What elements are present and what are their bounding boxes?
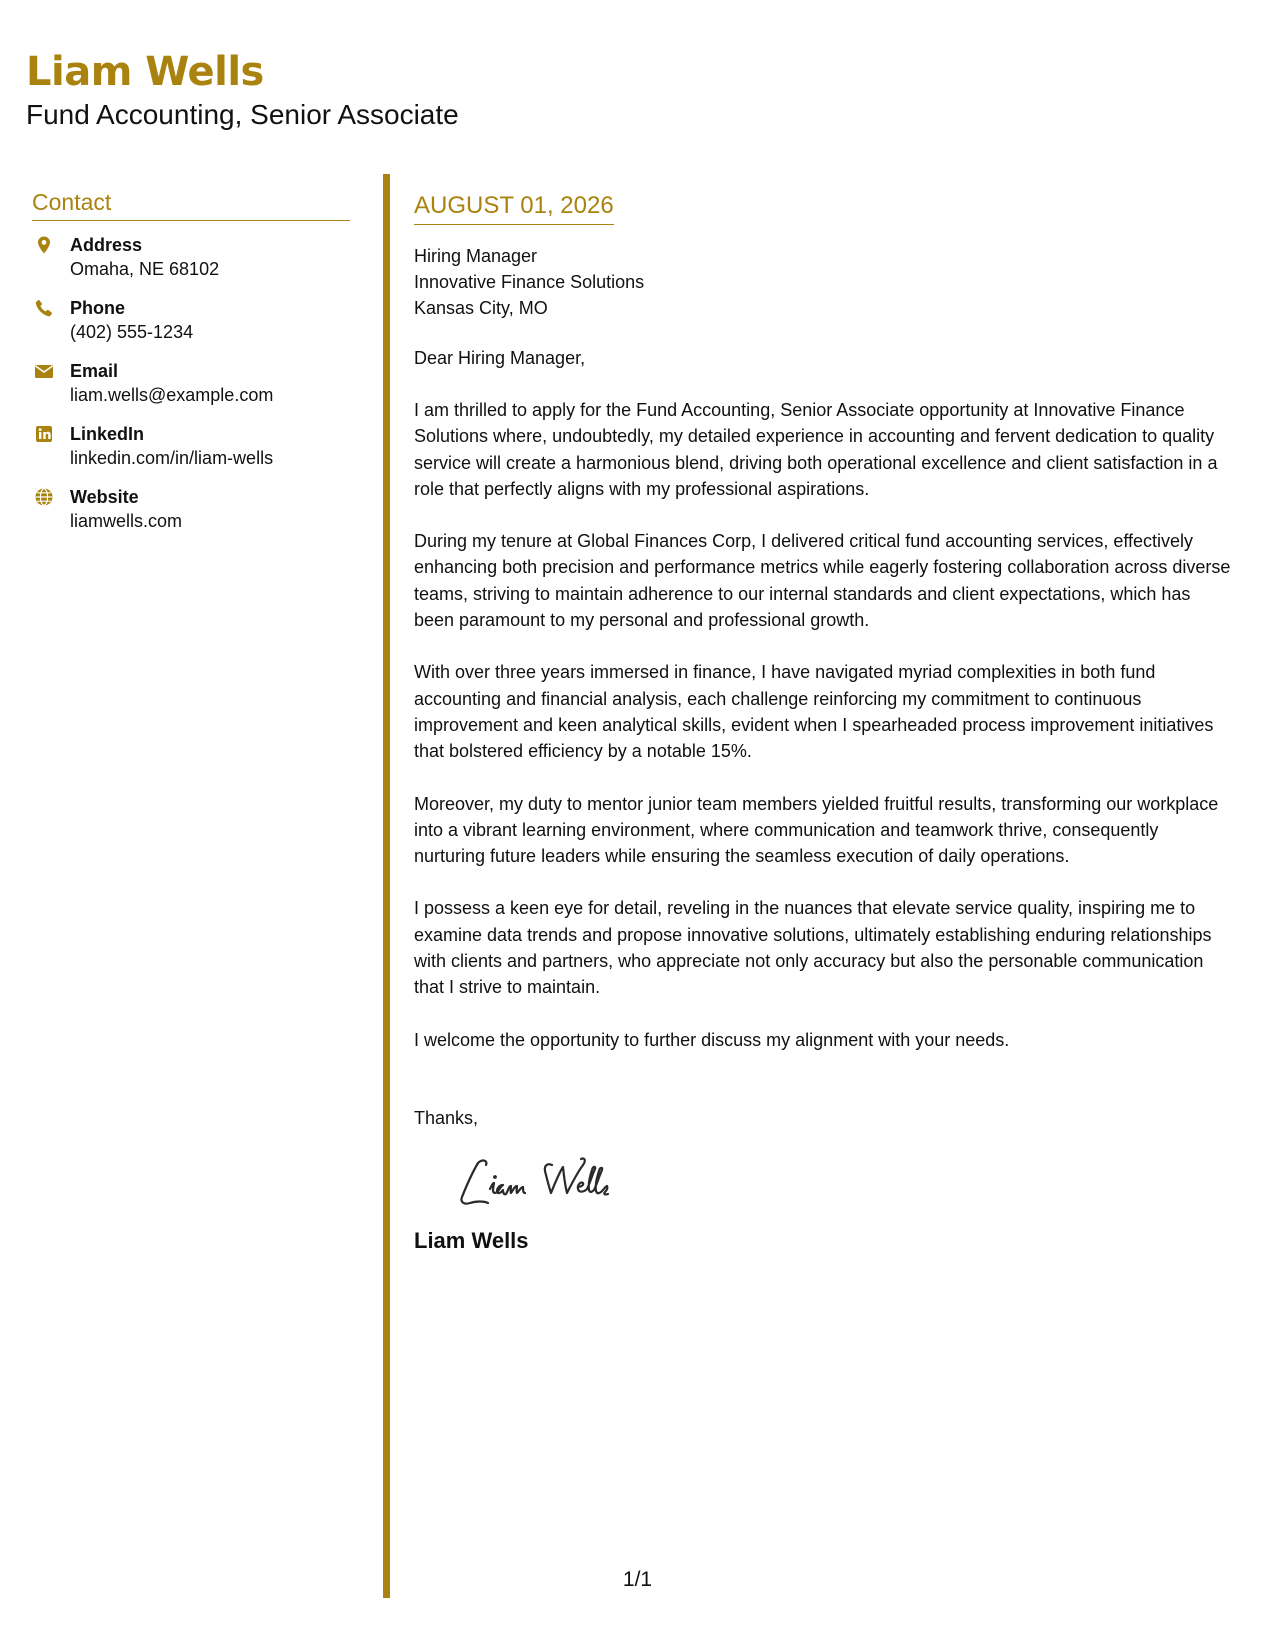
contact-label: Email <box>70 361 119 381</box>
letter-paragraph: Moreover, my duty to mentor junior team members yielded fruitful results, transforming our workplace into a vibrant learning environment, where communication and teamwork thrive, consequently nurturing future leaders while ensuring the seamless execution of daily operations. <box>414 793 1219 867</box>
greeting: Dear Hiring Manager, <box>414 348 586 368</box>
signer-name: Liam Wells <box>414 1227 529 1253</box>
map-pin-icon <box>34 235 54 255</box>
handwritten-signature <box>450 1149 690 1213</box>
recipient-block <box>414 243 1234 321</box>
contact-value: liamwells.com <box>70 511 183 531</box>
contact-item-address <box>32 233 350 296</box>
contact-label: Website <box>70 487 139 507</box>
letter-paragraph: During my tenure at Global Finances Corp, I delivered critical fund accounting services, effectively enhancing both precision and performance metrics while eagerly fostering collaboration across diverse teams, striving to maintain adherence to our internal standards and client expectations, which has been paramount to my personal and professional growth. <box>414 531 1231 631</box>
applicant-title: Fund Accounting, Senior Associate <box>26 99 459 130</box>
recipient-line: Innovative Finance Solutions <box>414 272 645 292</box>
contact-item-phone <box>32 296 350 359</box>
letter-paragraph: I welcome the opportunity to further discuss my alignment with your needs. <box>414 1029 1010 1050</box>
contact-label: Phone <box>70 298 126 318</box>
contact-item-email <box>32 359 350 422</box>
contact-heading: Contact <box>32 187 350 221</box>
contact-value: liam.wells@example.com <box>70 385 274 405</box>
globe-icon <box>34 487 54 507</box>
contact-value: Omaha, NE 68102 <box>70 259 220 279</box>
letter-paragraph: I possess a keen eye for detail, reveling in the nuances that elevate service quality, inspiring me to examine data trends and propose innovative solutions, ultimately establishing enduring relationships with clients and partners, who appreciate not only accuracy but also the personable communication that I strive to maintain. <box>414 898 1212 998</box>
contact-sidebar <box>32 187 350 548</box>
contact-value: (402) 555-1234 <box>70 322 194 342</box>
applicant-name: Liam Wells <box>26 49 264 95</box>
page-header <box>26 48 459 132</box>
letter-date: AUGUST 01, 2026 <box>414 190 614 225</box>
contact-value: linkedin.com/in/liam-wells <box>70 448 274 468</box>
contact-item-linkedin <box>32 422 350 485</box>
contact-label: LinkedIn <box>70 424 145 444</box>
recipient-line: Hiring Manager <box>414 246 538 266</box>
cover-letter <box>414 190 1234 1255</box>
closing: Thanks, <box>414 1107 479 1128</box>
letter-paragraph: With over three years immersed in finance, I have navigated myriad complexities in both fund accounting and financial analysis, each challenge reinforcing my commitment to continuous improvement and keen analytical skills, evident when I spearheaded process improvement initiatives that bolstered efficiency by a notable 15%. <box>414 662 1214 762</box>
linkedin-icon <box>34 424 54 444</box>
contact-label: Address <box>70 235 143 255</box>
column-divider <box>383 174 390 1598</box>
contact-list <box>32 233 350 548</box>
contact-item-website <box>32 485 350 548</box>
envelope-icon <box>34 361 54 381</box>
phone-icon <box>34 298 54 318</box>
recipient-line: Kansas City, MO <box>414 298 548 318</box>
letter-paragraph: I am thrilled to apply for the Fund Accounting, Senior Associate opportunity at Innovative Finance Solutions where, undoubtedly, my detailed experience in accounting and fervent dedication to quality service will create a harmonious blend, driving both operational excellence and client satisfaction in a role that perfectly aligns with my professional aspirations. <box>414 400 1218 499</box>
page-number: 1/1 <box>622 1568 653 1591</box>
